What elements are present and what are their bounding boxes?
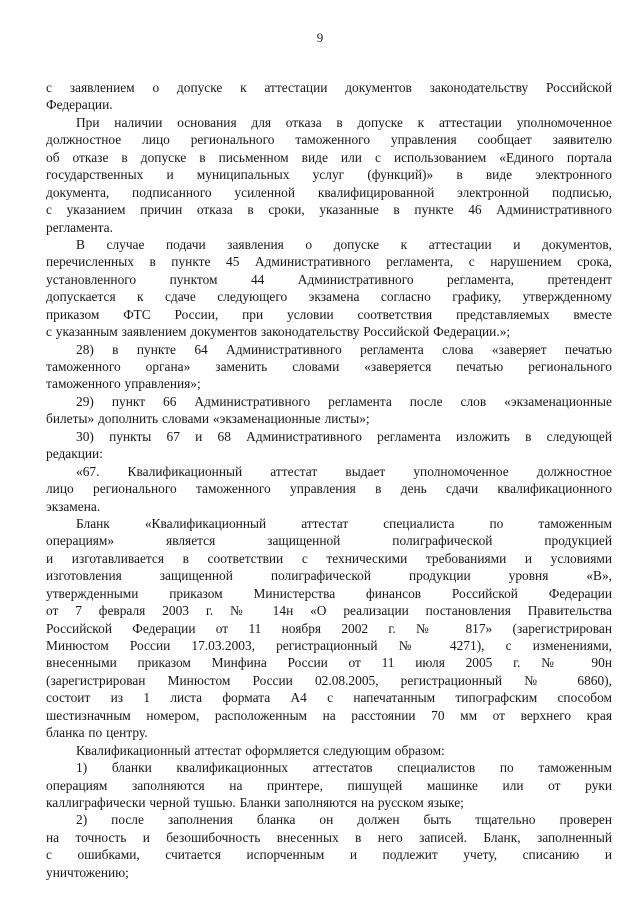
text-line: операциям» является защищенной полиграфической продукцией [46, 533, 612, 549]
text-line: операциям заполняются на принтере, пишущей машинке или от руки [46, 777, 612, 793]
text-line: (зарегистрирован Минюстом России 02.08.2005, регистрационный № 6860), [46, 672, 612, 688]
text-line: Квалификационный аттестат оформляется следующим образом: [76, 742, 445, 758]
text-line: документа, подписанного усиленной квалифицированной электронной подписью, [46, 184, 612, 200]
text-line: государственных и муниципальных услуг (функций)» в виде электронного [46, 167, 612, 183]
paragraph [46, 463, 612, 515]
text-line: приказом ФТС России, при условии соответствия представляемых вместе [46, 306, 612, 322]
text-line: 29) пункт 66 Административного регламента после слов «экзаменационные [76, 393, 612, 409]
text-line: В случае подачи заявления о допуске к аттестации и документов, [76, 236, 612, 252]
text-line: регламента. [46, 219, 113, 235]
text-line: Федерации. [46, 97, 113, 113]
text-line: утвержденными приказом Министерства финансов Российской Федерации [46, 585, 612, 601]
text-line: «67. Квалификационный аттестат выдает уполномоченное должностное [76, 463, 612, 479]
text-line: внесенными приказом Минфина России от 11 июля 2005 г. № 90н [46, 655, 612, 671]
text-line: с ошибками, считается испорченным и подлежит учету, списанию и [46, 847, 612, 863]
text-line: состоит из 1 листа формата А4 с напечатанным типографским способом [46, 690, 612, 706]
text-line: бланка по центру. [46, 725, 148, 741]
text-line: должностное лицо регионального таможенного управления сообщает заявителю [46, 132, 612, 148]
text-line: билеты» дополнить словами «экзаменационные листы»; [46, 411, 370, 427]
paragraph [46, 393, 612, 428]
paragraph [46, 79, 612, 114]
text-line: таможенного управления»; [46, 376, 201, 392]
text-line: перечисленных в пункте 45 Административного регламента, с нарушением срока, [46, 254, 612, 270]
paragraph [46, 236, 612, 341]
paragraph [46, 428, 612, 463]
text-line: с указанием причин отказа в сроки, указанные в пункте 46 Административного [46, 202, 612, 218]
paragraph [46, 759, 612, 811]
page-number: 9 [316, 30, 324, 45]
text-line: с указанным заявлением документов законодательству Российской Федерации.»; [46, 324, 511, 340]
text-line: шестизначным номером, расположенным на расстоянии 70 мм от верхнего края [46, 707, 612, 723]
text-line: 2) после заполнения бланка он должен быть тщательно проверен [76, 812, 612, 828]
text-line: 1) бланки квалификационных аттестатов специалистов по таможенным [76, 760, 612, 776]
text-line: Минюстом России 17.03.2003, регистрационный № 4271), с изменениями, [46, 638, 612, 653]
text-line: Бланк «Квалификационный аттестат специалиста по таможенным [76, 515, 612, 531]
text-line: каллиграфически черной тушью. Бланки заполняются на русском языке; [46, 794, 464, 810]
text-line: экзамена. [46, 498, 101, 514]
text-line: 30) пункты 67 и 68 Административного регламента изложить в следующей [76, 428, 612, 444]
text-line: на точность и безошибочность внесенных в него записей. Бланк, заполненный [46, 829, 612, 845]
text-line: лицо регионального таможенного управления в день сдачи квалификационного [46, 481, 612, 497]
text-line: редакции: [46, 446, 103, 462]
text-line: При наличии основания для отказа в допуске к аттестации уполномоченное [76, 114, 612, 130]
text-line: и изготавливается в соответствии с техническими требованиями и условиями [46, 550, 612, 566]
paragraph [46, 114, 612, 236]
text-line: 28) в пункте 64 Административного регламента слова «заверяет печатью [76, 341, 612, 357]
text-block [46, 79, 612, 881]
text-line: Российской Федерации от 11 ноября 2002 г. № 817» (зарегистрирован [46, 620, 612, 636]
paragraph [46, 811, 612, 881]
text-line: допускается к сдаче следующего экзамена согласно графику, утвержденному [46, 289, 612, 305]
text-line: установленного пунктом 44 Административного регламента, претендент [46, 271, 612, 287]
text-line: от 7 февраля 2003 г. № 14н «О реализации постановления Правительства [46, 603, 612, 619]
paragraph [46, 341, 612, 393]
text-line: об отказе в допуске в письменном виде или с использованием «Единого портала [46, 149, 612, 165]
text-line: таможенного органа» заменить словами «заверяется печатью регионального [46, 359, 612, 374]
paragraph [46, 742, 612, 759]
text-line: изготовления защищенной полиграфической продукции уровня «В», [46, 568, 612, 584]
paragraph [46, 515, 612, 742]
text-line: с заявлением о допуске к аттестации документов законодательству Российской [46, 80, 612, 95]
text-line: уничтожению; [46, 864, 129, 880]
